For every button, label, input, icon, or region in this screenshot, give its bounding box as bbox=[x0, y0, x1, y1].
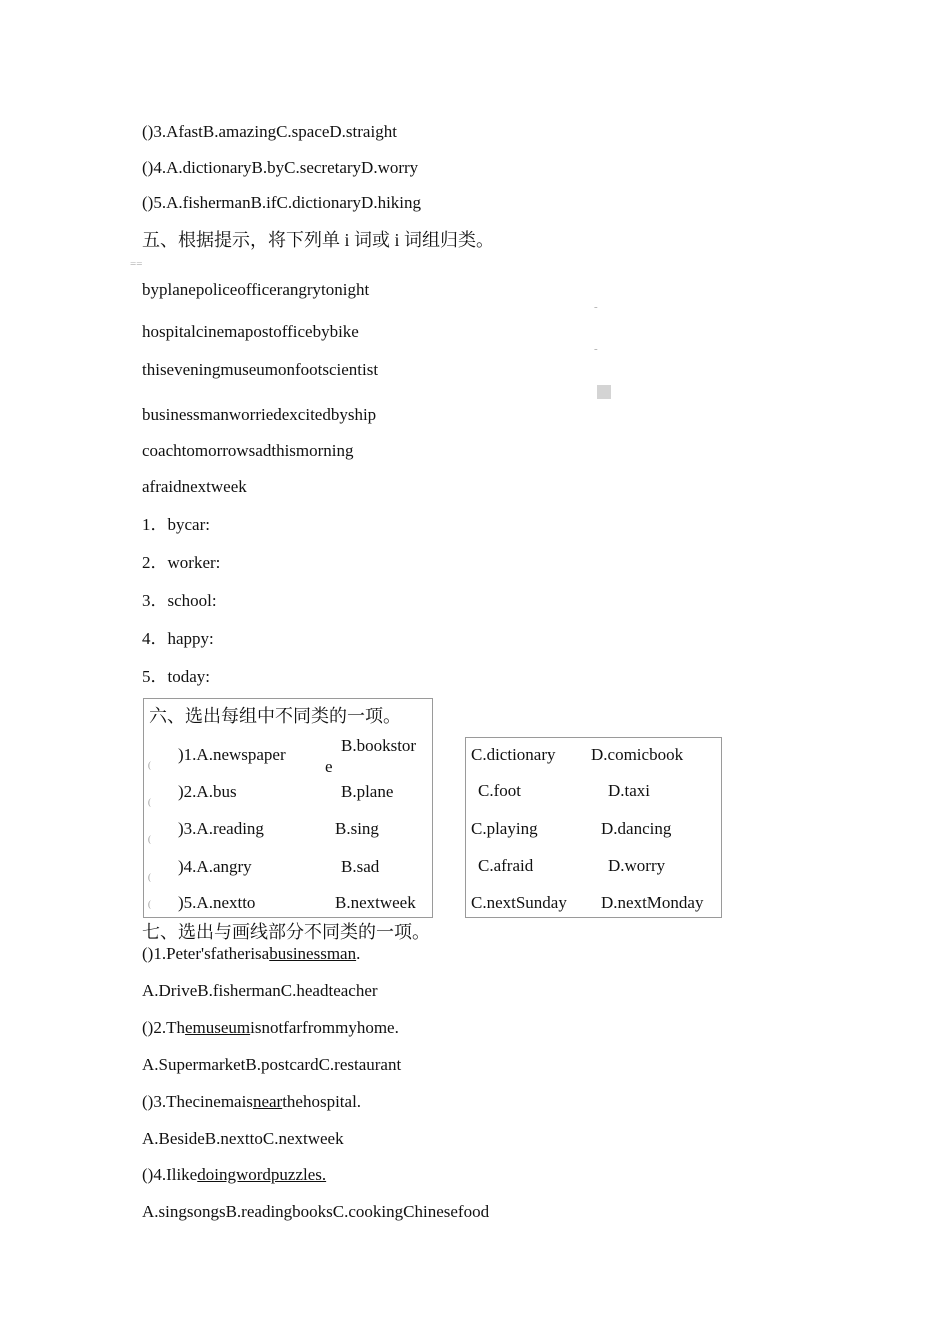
question-text: thehospital. bbox=[282, 1092, 362, 1111]
small-mark: == bbox=[130, 258, 143, 270]
question-line bbox=[142, 1092, 361, 1112]
section7-heading: 七、选出与画线部分不同类的一项。 bbox=[142, 922, 430, 942]
section6-heading: 六、选出每组中不同类的一项。 bbox=[149, 706, 401, 726]
side-mark: - bbox=[594, 301, 598, 313]
option-d: D.worry bbox=[608, 856, 666, 875]
option-a: )3.A.reading bbox=[178, 819, 264, 838]
option-a: )5.A.nextto bbox=[178, 893, 256, 912]
answer-paren: ( bbox=[148, 899, 151, 909]
category-line: 5．today: bbox=[142, 667, 210, 686]
options-line: A.SupermarketB.postcardC.restaurant bbox=[142, 1055, 402, 1074]
word-line: hospitalcinemapostofficebybike bbox=[142, 322, 359, 341]
word-line: afraidnextweek bbox=[142, 477, 247, 496]
option-b: B.sad bbox=[341, 857, 380, 876]
option-c: C.dictionary bbox=[471, 745, 556, 764]
answer-paren: ( bbox=[148, 872, 151, 882]
options-line: A.DriveB.fishermanC.headteacher bbox=[142, 981, 378, 1000]
option-d: D.dancing bbox=[601, 819, 672, 838]
word-line: businessmanworriedexcitedbyship bbox=[142, 405, 377, 424]
option-a: )4.A.angry bbox=[178, 857, 252, 876]
option-b: B.nextweek bbox=[335, 893, 416, 912]
option-d: D.taxi bbox=[608, 781, 651, 800]
question-text: ()4.Ilike bbox=[142, 1165, 198, 1184]
option-a: )2.A.bus bbox=[178, 782, 237, 801]
section6-right-box bbox=[465, 737, 722, 918]
option-c: C.afraid bbox=[478, 856, 534, 875]
question-line bbox=[142, 944, 360, 964]
option-b: B.sing bbox=[335, 819, 379, 838]
side-mark: - bbox=[594, 343, 598, 355]
underlined-word: emuseum bbox=[184, 1018, 251, 1037]
category-line: 1．bycar: bbox=[142, 515, 210, 534]
answer-paren: ( bbox=[148, 760, 151, 770]
answer-paren: ( bbox=[148, 797, 151, 807]
option-b: B.plane bbox=[341, 782, 394, 801]
choice-row: ()4.A.dictionaryB.byC.secretaryD.worry bbox=[142, 158, 419, 177]
word-line: byplanepoliceofficerangrytonight bbox=[142, 280, 370, 299]
word-line: thiseveningmuseumonfootscientist bbox=[142, 360, 379, 379]
question-text: ()1.Peter'sfatherisa bbox=[142, 944, 270, 963]
section5-heading: 五、根据提示，将下列单 i 词或 i 词组归类。 bbox=[142, 230, 494, 250]
option-c: C.playing bbox=[471, 819, 538, 838]
options-line: A.singsongsB.readingbooksC.cookingChinesefood bbox=[142, 1202, 490, 1221]
question-line bbox=[142, 1018, 399, 1038]
question-line bbox=[142, 1165, 326, 1185]
option-d: D.nextMonday bbox=[601, 893, 704, 912]
choice-row: ()5.A.fishermanB.ifC.dictionaryD.hiking bbox=[142, 193, 422, 212]
category-line: 4．happy: bbox=[142, 629, 214, 648]
choice-row: ()3.AfastB.amazingC.spaceD.straight bbox=[142, 122, 397, 141]
underlined-word: businessman bbox=[269, 944, 357, 963]
option-b: B.bookstor bbox=[341, 736, 417, 755]
question-text: . bbox=[356, 944, 361, 963]
section6-left-box bbox=[143, 698, 433, 918]
question-text: ()2.Th bbox=[142, 1018, 185, 1037]
category-line: 2．worker: bbox=[142, 553, 221, 572]
option-c: C.foot bbox=[478, 781, 521, 800]
underlined-word: near bbox=[252, 1092, 283, 1111]
answer-paren: ( bbox=[148, 834, 151, 844]
grey-square bbox=[597, 385, 611, 399]
option-d: D.comicbook bbox=[591, 745, 684, 764]
underlined-word: doingwordpuzzles. bbox=[197, 1165, 327, 1184]
option-c: C.nextSunday bbox=[471, 893, 567, 912]
category-line: 3．school: bbox=[142, 591, 217, 610]
options-line: A.BesideB.nexttoC.nextweek bbox=[142, 1129, 344, 1148]
option-b-wrap: e bbox=[325, 757, 333, 776]
word-line: coachtomorrowsadthismorning bbox=[142, 441, 354, 460]
question-text: ()3.Thecinemais bbox=[142, 1092, 253, 1111]
question-text: isnotfarfrommyhome. bbox=[250, 1018, 399, 1037]
option-a: )1.A.newspaper bbox=[178, 745, 286, 764]
